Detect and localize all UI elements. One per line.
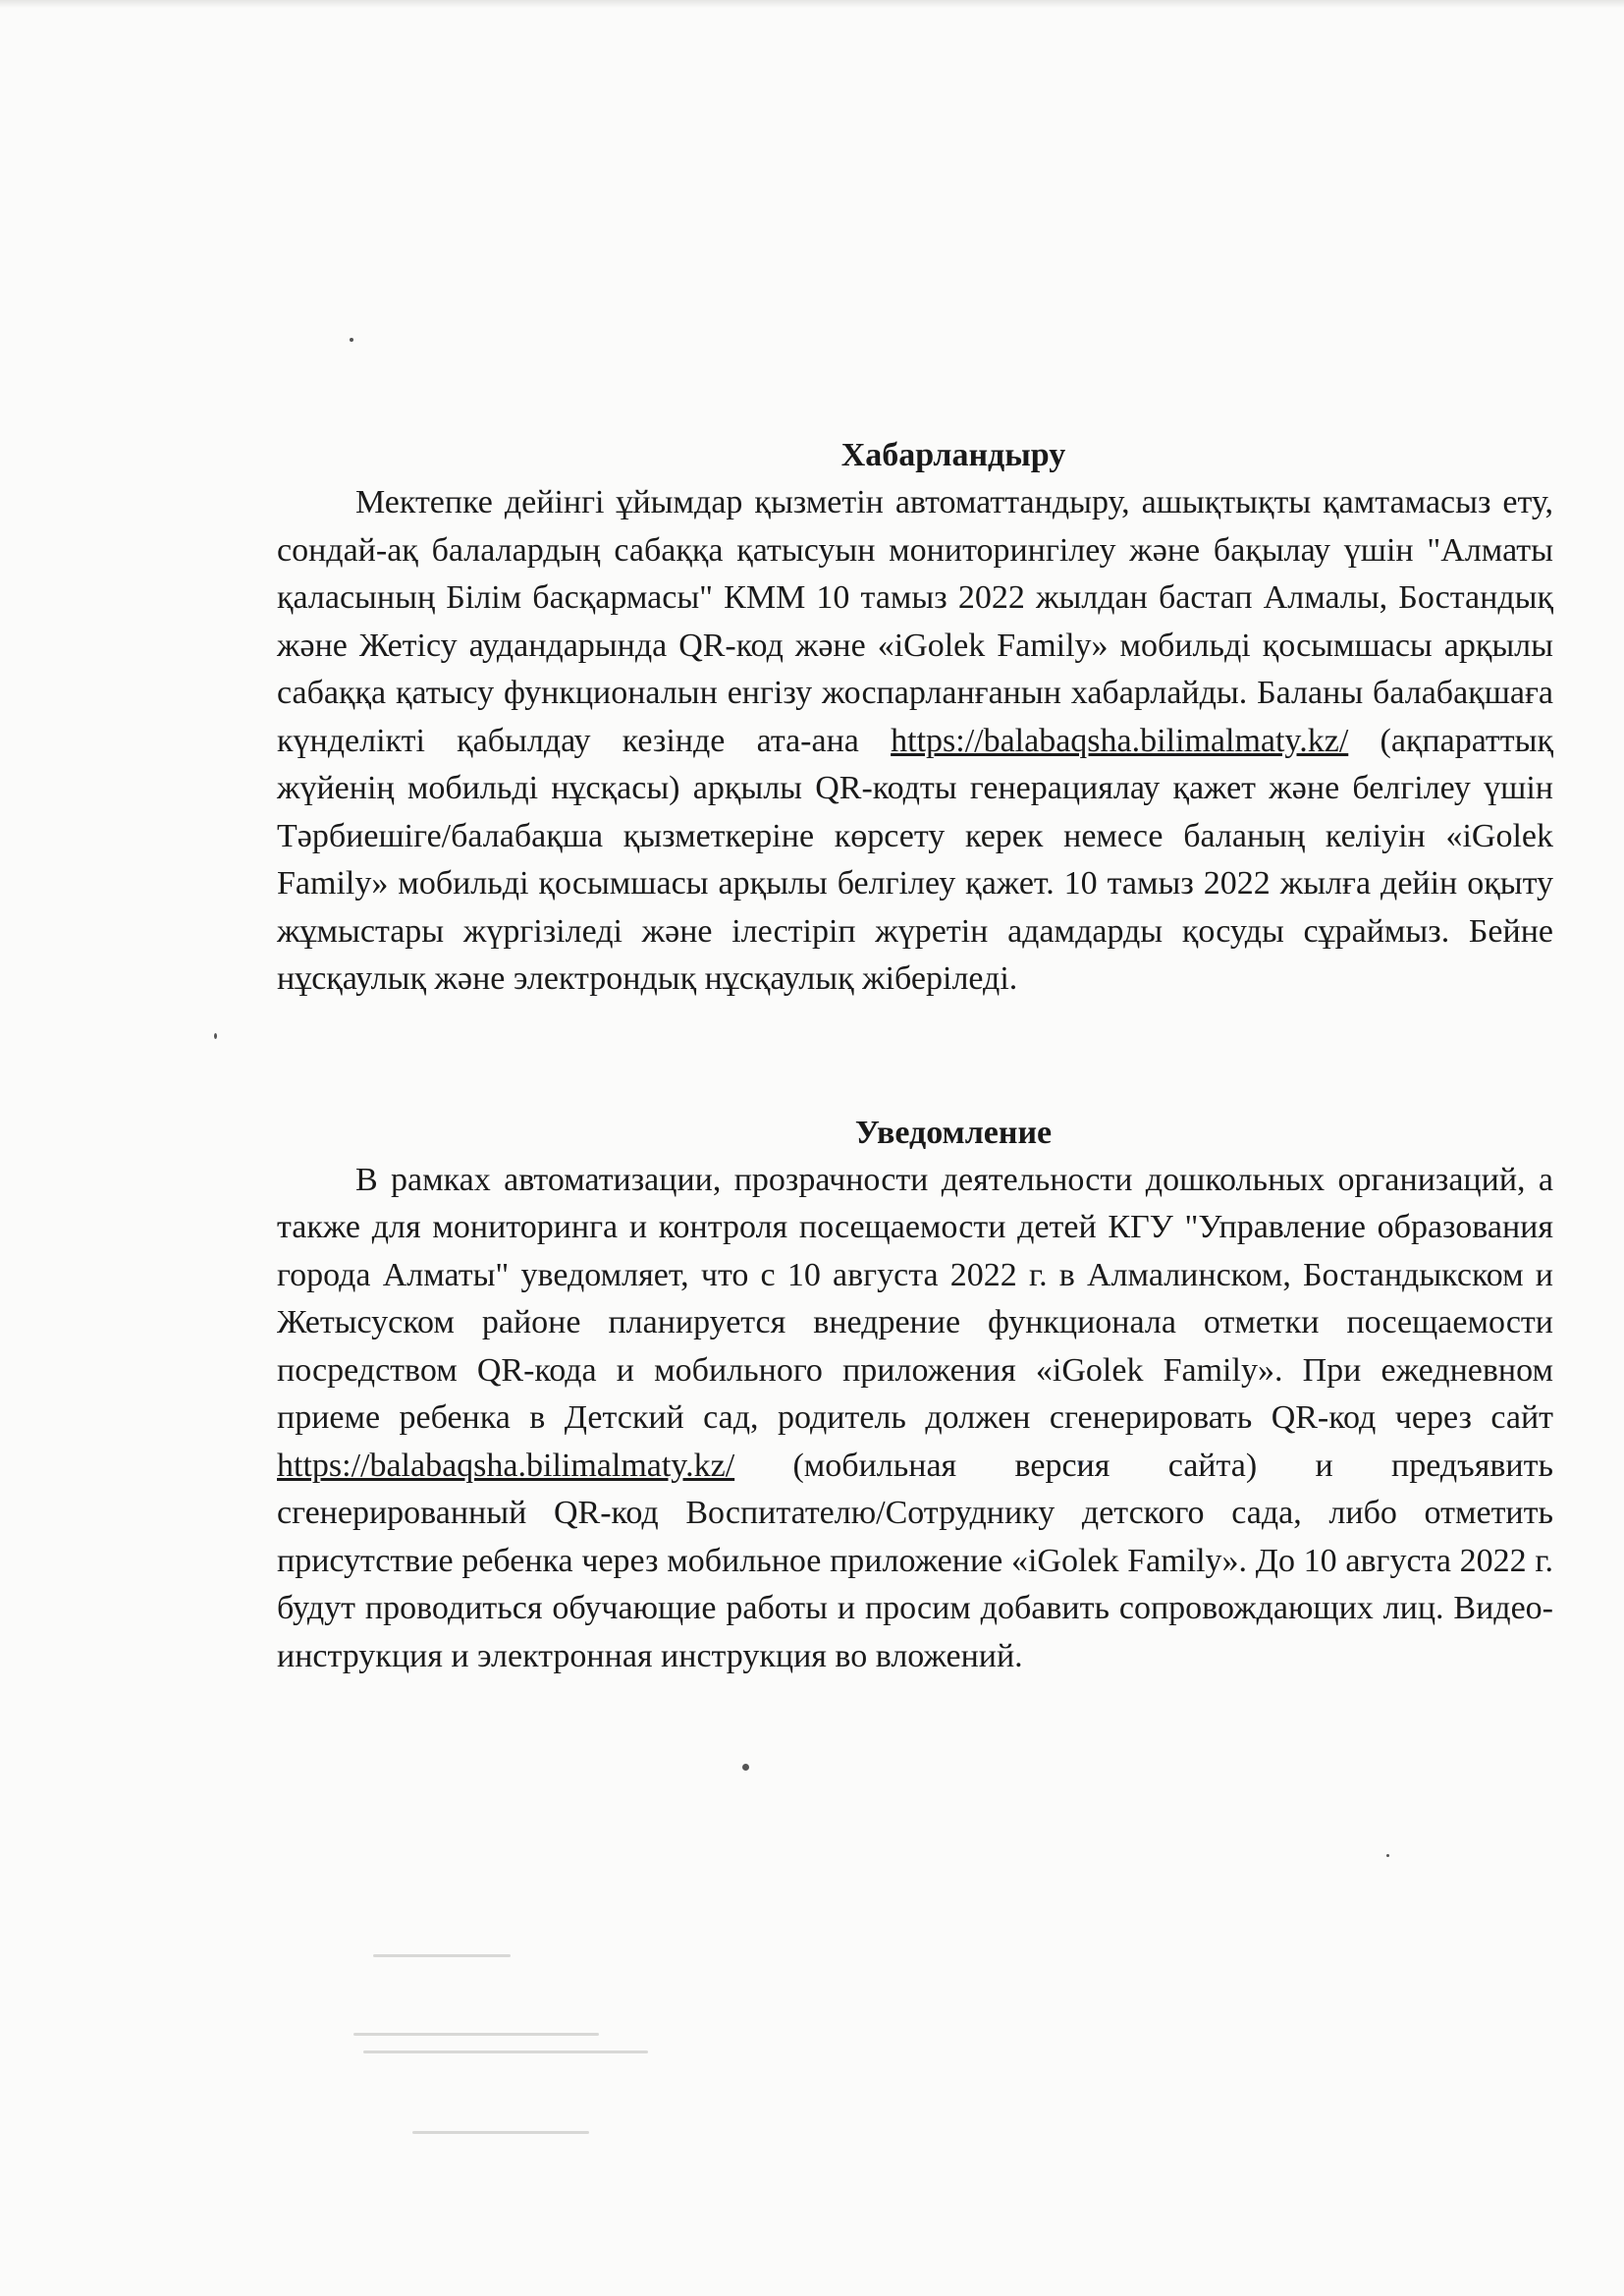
russian-text-part1: В рамках автоматизации, прозрачности деятельности дошкольных организаций, а также для мониторинга и контроля посещаемости детей КГУ "Управление образования города Алматы" уведомляет, что с 10 августа 2022 г. в Алмалинском, Бостандыкском и Жетысуском районе планируется внедрение функционала отметки посещаемости посредством QR-кода и мобильного приложения «iGolek Family». При ежедневном приеме ребенка в Детский сад, родитель должен сгенерировать QR-код через сайт: [277, 1161, 1553, 1436]
kazakh-title: Хабарландыру: [840, 437, 1066, 473]
kazakh-paragraph: [277, 479, 1553, 1004]
scan-edge: [0, 0, 1624, 8]
scan-speck: [742, 1764, 749, 1771]
stamp-line: [363, 2050, 648, 2053]
stamp-line: [373, 1954, 511, 1957]
document-body: [277, 432, 1553, 1680]
faded-stamp-trace: [353, 1944, 677, 2170]
kazakh-notice: [277, 432, 1553, 1004]
kazakh-site-link[interactable]: https://balabaqsha.bilimalmaty.kz/: [891, 722, 1349, 759]
kazakh-text-part1: Мектепке дейінгі ұйымдар қызметін автоматтандыру, ашықтықты қамтамасыз ету, сондай-ақ балалардың сабаққа қатысуын мониторингілеу және бақылау үшін "Алматы қаласының Білім басқармасы" КММ 10 тамыз 2022 жылдан бастап Алмалы, Бостандық және Жетісу аудандарында QR-код және «iGolek Family» мобильді қосымшасы арқылы сабаққа қатысу функционалын енгізу жоспарланғанын хабарлайды. Баланы балабақшаға күнделікті қабылдау кезінде ата-ана: [277, 484, 1553, 759]
scan-speck: [214, 1033, 217, 1039]
russian-notice: [277, 1110, 1553, 1681]
russian-text-part2: (мобильная версия сайта) и предъявить сгенерированный QR-код Воспитателю/Сотруднику детского сада, либо отметить присутствие ребенка через мобильное приложение «iGolek Family». До 10 августа 2022 г. будут проводиться обучающие работы и просим добавить сопровождающих лиц. Видео-инструкция и электронная инструкция во вложений.: [277, 1447, 1553, 1674]
russian-paragraph: [277, 1157, 1553, 1681]
scan-speck: [350, 338, 353, 342]
russian-site-link[interactable]: https://balabaqsha.bilimalmaty.kz/: [277, 1447, 735, 1484]
scan-speck: [1386, 1854, 1389, 1857]
stamp-line: [353, 2033, 599, 2036]
russian-title: Уведомление: [854, 1114, 1053, 1151]
kazakh-text-part2: (ақпараттық жүйенің мобильді нұсқасы) арқылы QR-кодты генерациялау қажет және белгілеу үшін Тәрбиешіге/балабақша қызметкеріне көрсету керек немесе баланың келіуін «iGolek Family» мобильді қосымшасы арқылы белгілеу қажет. 10 тамыз 2022 жылға дейін оқыту жұмыстары жүргізіледі және ілестіріп жүретін адамдарды қосуды сұраймыз. Бейне нұсқаулық және электрондық нұсқаулық жіберіледі.: [277, 722, 1554, 997]
section-gap: [277, 1004, 1553, 1110]
stamp-line: [412, 2131, 589, 2134]
